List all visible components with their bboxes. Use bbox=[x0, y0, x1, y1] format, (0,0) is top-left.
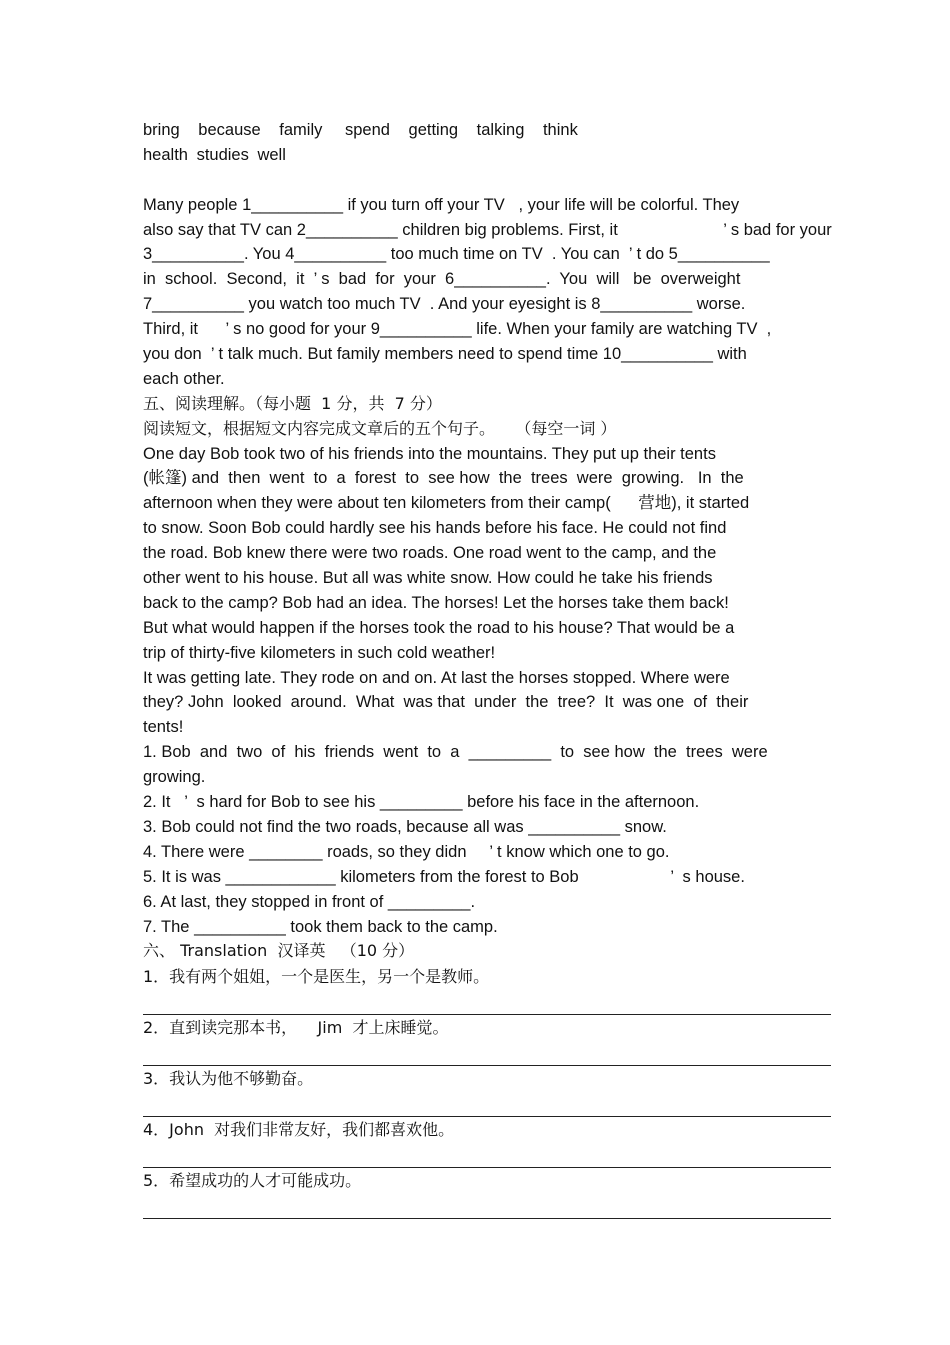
translation-prompt: 5．希望成功的人才可能成功。 bbox=[143, 1171, 362, 1191]
word-bank-row-2 bbox=[143, 143, 833, 168]
question-line: 5. It is was ____________ kilometers from the forest to Bob ’ s house. bbox=[143, 867, 745, 886]
cloze-line: Many people 1__________ if you turn off your TV , your life will be colorful. They bbox=[143, 195, 740, 214]
word-bank-word: studies bbox=[196, 145, 249, 164]
passage-line: It was getting late. They rode on and on. At last the horses stopped. Where were bbox=[143, 668, 730, 687]
passage-line: But what would happen if the horses took the road to his house? That would be a bbox=[143, 618, 735, 637]
answer-line[interactable] bbox=[143, 1091, 831, 1117]
question-line: 7. The __________ took them back to the camp. bbox=[143, 917, 498, 936]
cloze-line: each other. bbox=[143, 369, 225, 388]
answer-line[interactable] bbox=[143, 1142, 831, 1168]
word-bank-word: spend bbox=[344, 121, 390, 139]
translation-prompt: 4．John 对我们非常友好，我们都喜欢他。 bbox=[143, 1120, 455, 1140]
word-bank-word: getting bbox=[408, 121, 459, 139]
question-line: growing. bbox=[143, 768, 206, 787]
answer-line[interactable] bbox=[143, 1040, 831, 1066]
word-bank-word: well bbox=[257, 145, 286, 164]
reading-questions bbox=[143, 740, 833, 939]
passage-line: the road. Bob knew there were two roads. One road went to the camp, and the bbox=[143, 544, 717, 563]
word-bank-word: health bbox=[143, 145, 188, 164]
cloze-passage bbox=[143, 193, 833, 392]
section-5-instruction: 阅读短文，根据短文内容完成文章后的五个句子。 （每空一词 ） bbox=[143, 418, 617, 438]
word-bank-row-1 bbox=[143, 118, 833, 143]
reading-passage bbox=[143, 442, 833, 741]
section-5-heading: 五、阅读理解。（每小题 1 分，共 7 分） bbox=[143, 393, 442, 413]
answer-line[interactable] bbox=[143, 989, 831, 1015]
word-bank-word: talking bbox=[476, 121, 525, 139]
passage-line: trip of thirty-five kilometers in such cold weather! bbox=[143, 643, 496, 662]
passage-line: afternoon when they were about ten kilometers from their camp( 营地), it started bbox=[143, 494, 750, 513]
translation-prompt: 3．我认为他不够勤奋。 bbox=[143, 1069, 314, 1089]
passage-line: to snow. Soon Bob could hardly see his hands before his face. He could not find bbox=[143, 519, 727, 538]
cloze-line: 7__________ you watch too much TV . And your eyesight is 8__________ worse. bbox=[143, 295, 746, 314]
question-line: 2. It ’ s hard for Bob to see his _________ before his face in the afternoon. bbox=[143, 793, 700, 812]
cloze-line: in school. Second, it ’ s bad for your 6__________. You will be overweight bbox=[143, 270, 741, 289]
passage-line: back to the camp? Bob had an idea. The horses! Let the horses take them back! bbox=[143, 593, 729, 612]
passage-line: tents! bbox=[143, 718, 184, 737]
question-line: 3. Bob could not find the two roads, because all was __________ snow. bbox=[143, 817, 667, 836]
question-line: 6. At last, they stopped in front of _________. bbox=[143, 892, 476, 911]
cloze-line: Third, it ’ s no good for your 9__________ life. When your family are watching TV , bbox=[143, 320, 772, 339]
translation-list bbox=[143, 964, 833, 1219]
passage-line: they? John looked around. What was that under the tree? It was one of their bbox=[143, 693, 749, 712]
word-bank-word: because bbox=[198, 121, 261, 139]
translation-prompt: 2．直到读完那本书， Jim 才上床睡觉。 bbox=[143, 1018, 449, 1038]
cloze-line: 3__________. You 4__________ too much time on TV . You can ’ t do 5__________ bbox=[143, 245, 770, 264]
word-bank-word: family bbox=[279, 121, 323, 139]
word-bank-word: think bbox=[542, 121, 578, 139]
question-line: 1. Bob and two of his friends went to a _________ to see how the trees were bbox=[143, 743, 768, 762]
cloze-line: you don ’ t talk much. But family members need to spend time 10__________ with bbox=[143, 345, 747, 364]
translation-prompt: 1．我有两个姐姐，一个是医生，另一个是教师。 bbox=[143, 967, 490, 987]
passage-line: One day Bob took two of his friends into the mountains. They put up their tents bbox=[143, 444, 716, 463]
worksheet-page bbox=[143, 118, 833, 1219]
spacer bbox=[143, 168, 833, 193]
passage-line: (帐篷) and then went to a forest to see how the trees were growing. In the bbox=[143, 469, 744, 488]
cloze-line: also say that TV can 2__________ children big problems. First, it ’ s bad for your bbox=[143, 220, 832, 239]
passage-line: other went to his house. But all was white snow. How could he take his friends bbox=[143, 569, 713, 588]
word-bank-word: bring bbox=[143, 121, 180, 139]
question-line: 4. There were ________ roads, so they didn ’ t know which one to go. bbox=[143, 842, 670, 861]
answer-line[interactable] bbox=[143, 1193, 831, 1219]
section-6-heading: 六、 Translation 汉译英 （10 分） bbox=[143, 941, 415, 961]
